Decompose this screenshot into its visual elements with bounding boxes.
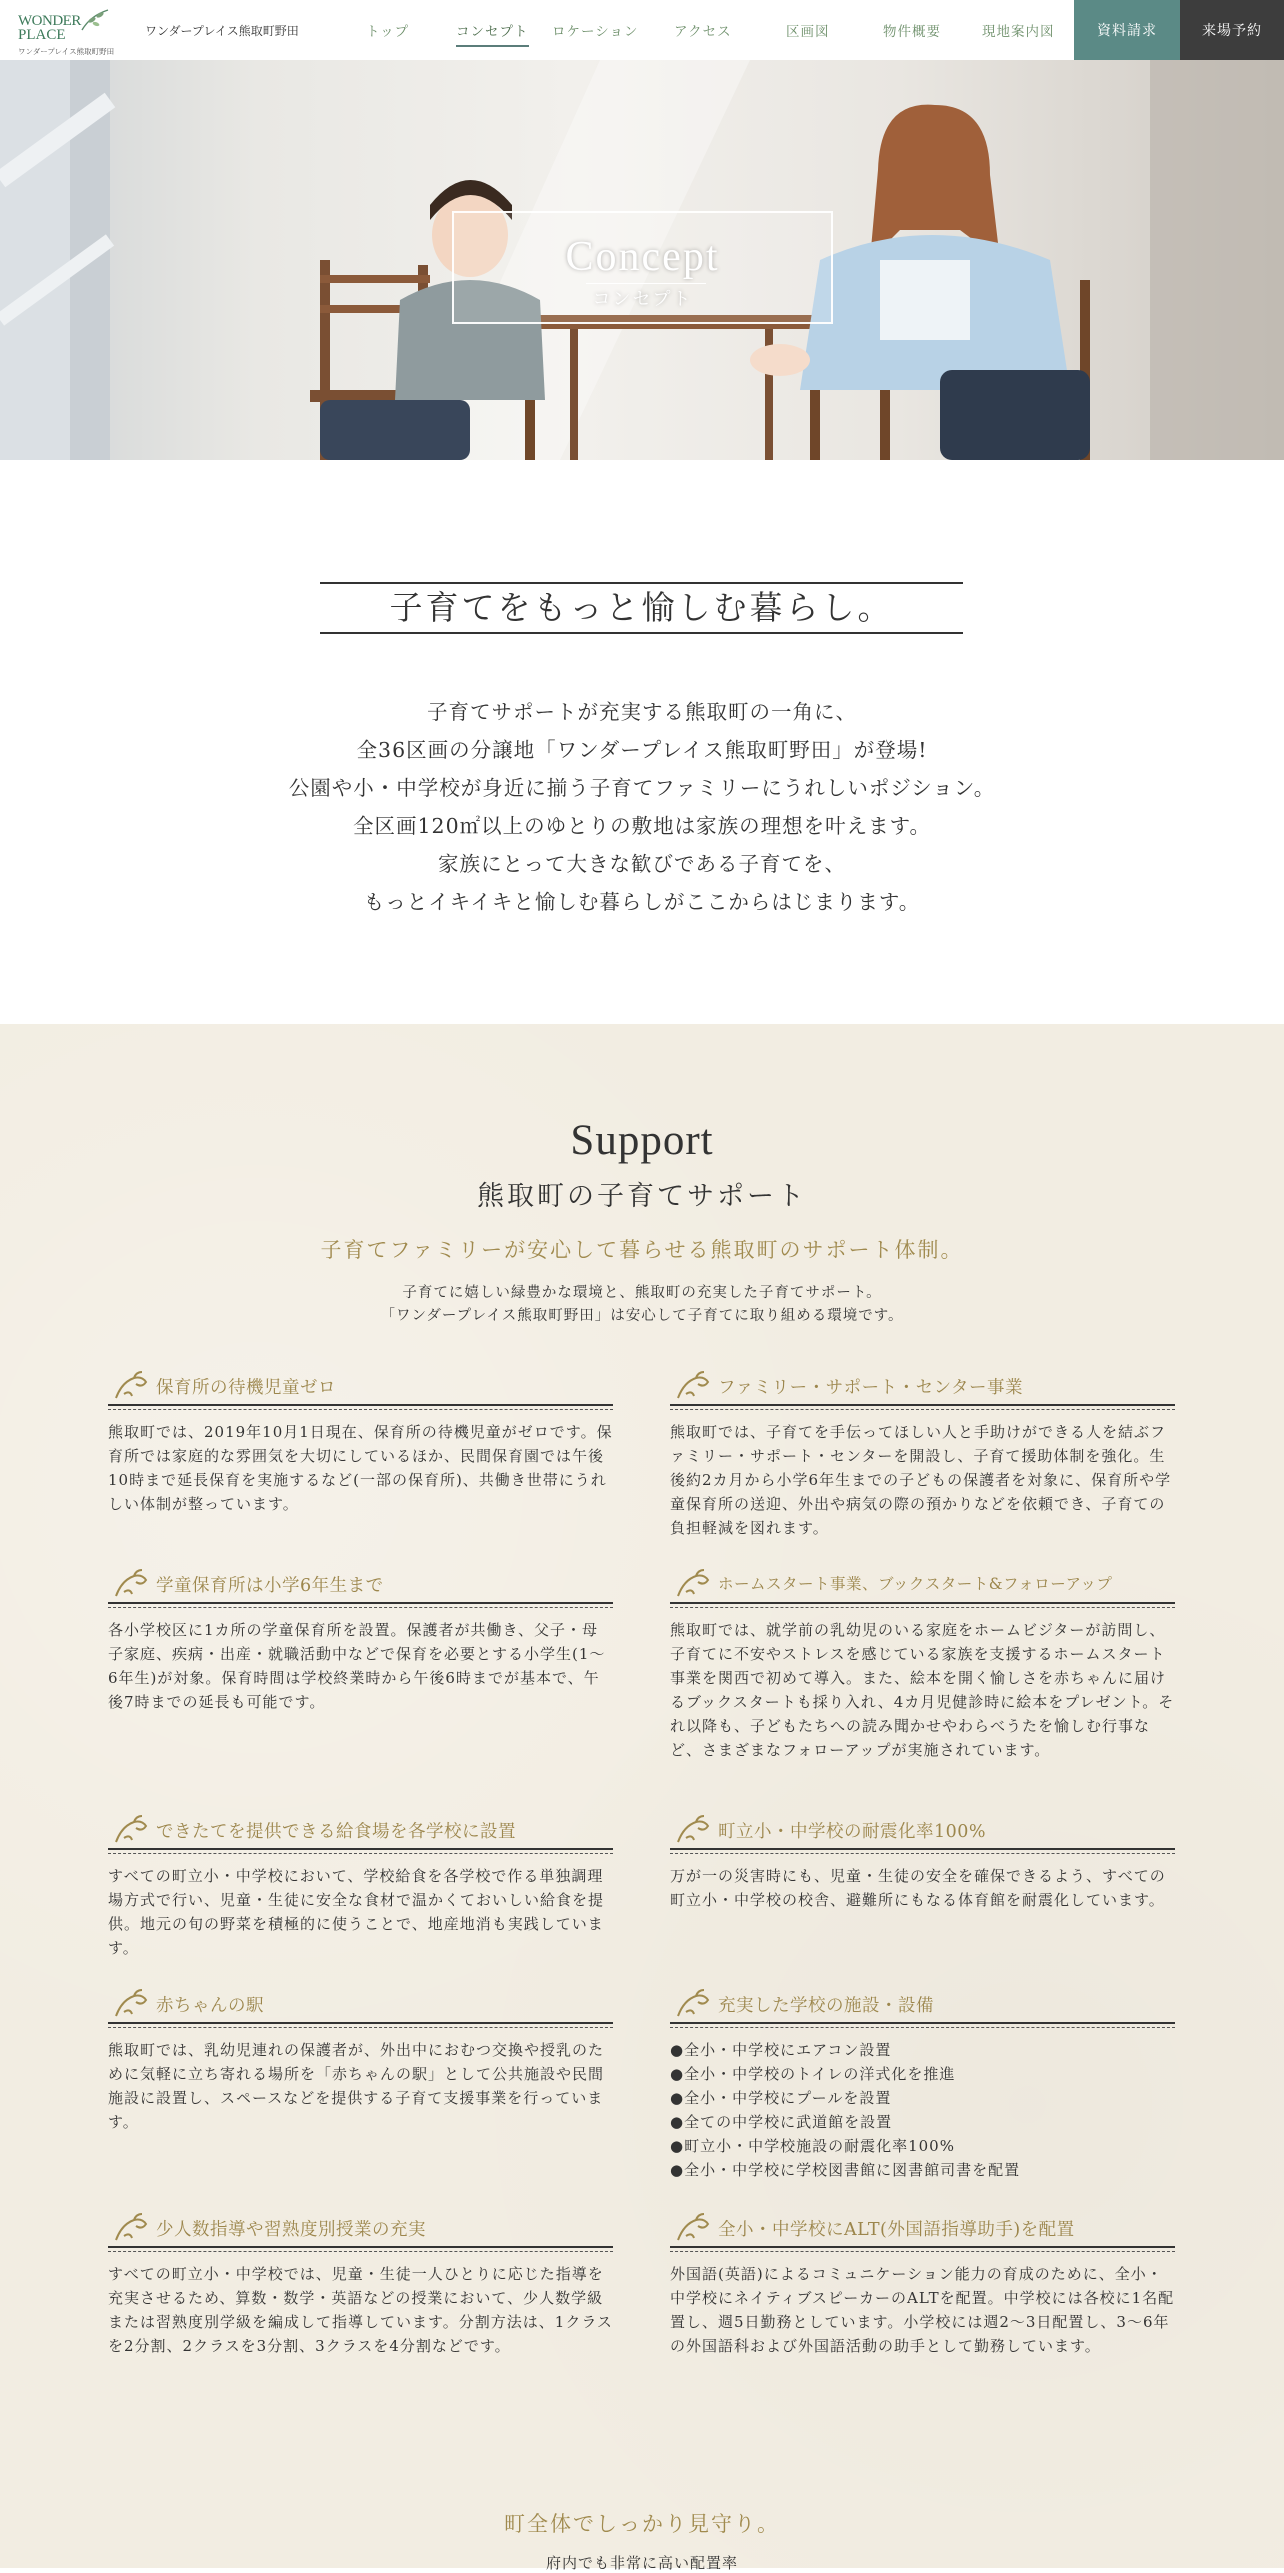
support-item — [108, 2206, 613, 2358]
support-lead: 子育てファミリーが安心して暮らせる熊取町のサポート体制。 — [320, 1238, 964, 1262]
concept-heading: 子育てをもっと愉しむ暮らし。 — [320, 582, 963, 634]
flourish-icon — [674, 1368, 716, 1402]
logo-text-line2: PLACE — [18, 27, 66, 43]
logo-subtitle: ワンダープレイス熊取町野田 — [18, 47, 115, 56]
concept-line: 全区画120㎡以上のゆとりの敷地は家族の理想を叶えます。 — [353, 814, 931, 838]
list-item: ●全小・中学校のトイレの洋式化を推進 — [670, 2065, 956, 2083]
concept-body — [0, 693, 1284, 921]
support-item-body: 熊取町では、子育てを手伝ってほしい人と手助けができる人を結ぶファミリー・サポート・センターを開設し、子育て援助体制を強化。生後約2カ月から小学6年生までの子どもの保護者を対象に、保育所や学童保育所の送迎、外出や病気の際の預かりなどを依頼でき、子育ての負担軽減を図れます。 — [670, 1423, 1172, 1537]
support-item-title: ファミリー・サポート・センター事業 — [718, 1378, 1023, 1398]
list-item: ●全小・中学校にエアコン設置 — [670, 2041, 892, 2059]
support-item — [108, 1808, 613, 1960]
nav-site-map[interactable]: 現地案内図 — [982, 24, 1055, 40]
support-title-en: Support — [570, 1117, 714, 1164]
facility-list — [670, 2038, 1175, 2182]
support-item-header — [670, 2206, 1175, 2248]
hero-title-divider — [586, 283, 706, 284]
hero-title: Concept — [565, 234, 720, 280]
list-item: ●町立小・中学校施設の耐震化率100% — [670, 2137, 955, 2155]
support-item-body: 各小学校区に1カ所の学童保育所を設置。保護者が共働き、父子・母子家庭、疾病・出産・就職活動中などで保育を必要とする小学生(1〜6年生)が対象。保育時間は学校終業時から午後6時までが基本で、午後7時までの延長も可能です。 — [108, 1621, 606, 1711]
support-item — [108, 1562, 613, 1714]
support-item-title: ホームスタート事業、ブックスタート&フォローアップ — [718, 1575, 1113, 1593]
request-materials-button[interactable]: 資料請求 — [1074, 0, 1180, 60]
support-item-body: 熊取町では、2019年10月1日現在、保育所の待機児童がゼロです。保育所では家庭的な雰囲気を大切にしているほか、民間保育園では午後10時まで延長保育を実施するなど(一部の保育所)、共働き世帯にうれしい体制が整っています。 — [108, 1423, 613, 1513]
hero-title-box — [452, 211, 833, 324]
support-item-body: すべての町立小・中学校では、児童・生徒一人ひとりに応じた指導を充実させるため、算数・数学・英語などの授業において、少人数学級または習熟度別学級を編成して指導しています。分割方法は、1クラスを2分割、2クラスを3分割、3クラスを4分割などです。 — [108, 2265, 613, 2355]
leaf-icon — [80, 6, 112, 34]
flourish-icon — [674, 2210, 716, 2244]
support-item-title: 学童保育所は小学6年生まで — [156, 1576, 384, 1596]
support-description-line: 「ワンダープレイス熊取町野田」は安心して子育てに取り組める環境です。 — [380, 1308, 904, 1324]
support-item-header — [108, 1364, 613, 1406]
support-item — [108, 1982, 613, 2134]
nav-top[interactable]: トップ — [366, 24, 410, 40]
flourish-icon — [112, 2210, 154, 2244]
support-item-header — [670, 1364, 1175, 1406]
support-item-title: 全小・中学校にALT(外国語指導助手)を配置 — [718, 2220, 1075, 2240]
flourish-icon — [674, 1986, 716, 2020]
flourish-icon — [112, 1986, 154, 2020]
support-section — [0, 1024, 1284, 2572]
site-header — [0, 0, 1284, 60]
support-item — [670, 1808, 1175, 1912]
flourish-icon — [112, 1812, 154, 1846]
flourish-icon — [674, 1812, 716, 1846]
concept-line: 子育てサポートが充実する熊取町の一角に、 — [427, 700, 857, 724]
support-item-title: 町立小・中学校の耐震化率100% — [718, 1822, 987, 1842]
support-item — [670, 1562, 1175, 1762]
support-description-line: 子育てに嬉しい緑豊かな環境と、熊取町の充実した子育てサポート。 — [402, 1285, 882, 1301]
support-item-title: 少人数指導や習熟度別授業の充実 — [156, 2220, 426, 2240]
visit-reservation-button[interactable]: 来場予約 — [1180, 0, 1284, 60]
support-item-header — [670, 1982, 1175, 2024]
support-item-body: 万が一の災害時にも、児童・生徒の安全を確保できるよう、すべての町立小・中学校の校舎、避難所にもなる体育館を耐震化しています。 — [670, 1867, 1166, 1909]
concept-line: 公園や小・中学校が身近に揃う子育てファミリーにうれしいポジション。 — [288, 776, 996, 800]
hero-banner — [0, 60, 1284, 460]
flourish-icon — [112, 1566, 154, 1600]
watch-over-heading: 町全体でしっかり見守り。 — [504, 2512, 780, 2536]
support-description — [0, 1282, 1284, 1328]
support-item-body: 熊取町では、乳幼児連れの保護者が、外出中におむつ交換や授乳のために気軽に立ち寄れる場所を「赤ちゃんの駅」として公共施設や民間施設に設置し、スペースなどを提供する子育て支援事業を行っています。 — [108, 2041, 605, 2131]
nav-lot-map[interactable]: 区画図 — [786, 24, 830, 40]
nav-location[interactable]: ロケーション — [552, 24, 639, 40]
concept-line: もっとイキイキと愉しむ暮らしがここからはじまります。 — [363, 890, 921, 914]
support-item — [108, 1364, 613, 1516]
site-logo[interactable] — [18, 6, 118, 56]
support-item-title: できたてを提供できる給食場を各学校に設置 — [156, 1822, 516, 1842]
support-title-ja: 熊取町の子育てサポート — [477, 1181, 807, 1212]
watch-over-subheading: 府内でも非常に高い配置率 — [545, 2554, 738, 2572]
support-item-header — [108, 1808, 613, 1850]
support-item-title: 保育所の待機児童ゼロ — [156, 1378, 336, 1398]
concept-section — [0, 460, 1284, 1024]
list-item: ●全小・中学校に学校図書館に図書館司書を配置 — [670, 2161, 1021, 2179]
flourish-icon — [112, 1368, 154, 1402]
site-name: ワンダープレイス熊取町野田 — [145, 24, 299, 38]
support-item — [670, 1364, 1175, 1540]
nav-access[interactable]: アクセス — [674, 24, 732, 40]
flourish-icon — [674, 1566, 716, 1600]
support-item-body: すべての町立小・中学校において、学校給食を各学校で作る単独調理場方式で行い、児童・生徒に安全な食材で温かくておいしい給食を提供。地元の旬の野菜を積極的に使うことで、地産地消も実践しています。 — [108, 1867, 605, 1957]
logo-text-line1: WONDER — [18, 13, 81, 29]
nav-concept[interactable]: コンセプト — [456, 20, 529, 47]
support-item — [670, 1982, 1175, 2182]
list-item: ●全小・中学校にプールを設置 — [670, 2089, 892, 2107]
support-item-header — [108, 1562, 613, 1604]
hero-subtitle: コンセプト — [592, 289, 693, 310]
support-item-title: 赤ちゃんの駅 — [156, 1996, 264, 2016]
support-item-header — [670, 1808, 1175, 1850]
nav-property-overview[interactable]: 物件概要 — [883, 24, 941, 40]
support-item-header — [670, 1562, 1175, 1604]
support-item-body: 熊取町では、就学前の乳幼児のいる家庭をホームビジターが訪問し、子育てに不安やストレスを感じている家族を支援するホームスタート事業を関西で初めて導入。また、絵本を開く愉しさを赤ちゃんに届けるブックスタートも採り入れ、4カ月児健診時に絵本をプレゼント。それ以降も、子どもたちへの読み聞かせやわらべうたを愉しむ行事など、さまざまなフォローアップが実施されています。 — [670, 1621, 1175, 1759]
concept-line: 家族にとって大きな歓びである子育てを、 — [437, 852, 847, 876]
list-item: ●全ての中学校に武道館を設置 — [670, 2113, 893, 2131]
support-item — [670, 2206, 1175, 2358]
support-item-header — [108, 1982, 613, 2024]
support-item-body: 外国語(英語)によるコミュニケーション能力の育成のために、全小・中学校にネイティブスピーカーのALTを配置。中学校には各校に1名配置し、週5日勤務としています。小学校には週2〜3日配置し、3〜6年の外国語科および外国語活動の助手として勤務しています。 — [670, 2265, 1175, 2355]
support-item-title: 充実した学校の施設・設備 — [718, 1996, 934, 2016]
support-item-header — [108, 2206, 613, 2248]
concept-line: 全36区画の分譲地「ワンダープレイス熊取町野田」が登場! — [356, 738, 928, 762]
